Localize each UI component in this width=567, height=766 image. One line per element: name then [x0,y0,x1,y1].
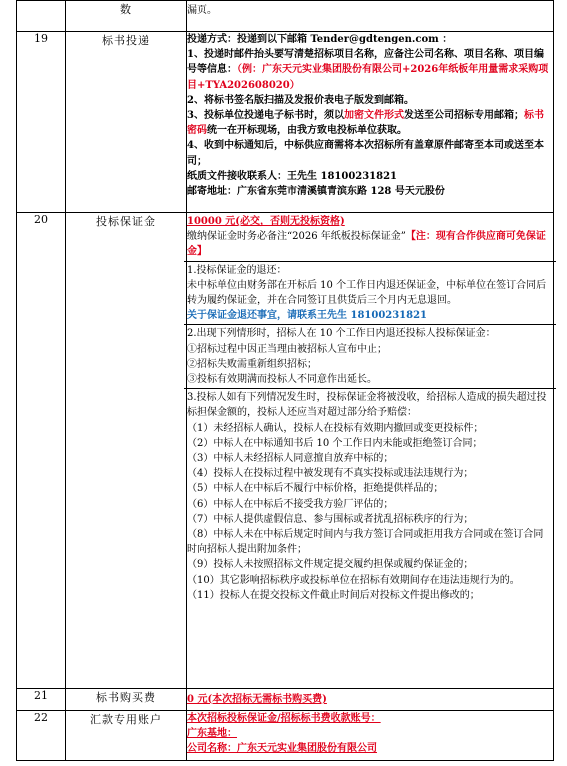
account-base: 广东基地： [187,728,237,740]
deposit-exemption: 【注：现有合作供应商可免保证金】 [187,231,546,258]
item-label: 标书投递 [102,34,150,47]
list-item: （2）中标人在中标通知书后 10 个工作日内未能或拒绝签订合同； [187,437,483,449]
row-number: 21 [34,689,48,702]
item-label-cell [66,711,187,761]
content-text: 漏页。 [187,5,217,16]
return-title: 2.出现下列情形时，招标人在 10 个工作日内退还投标人投标保证金： [187,328,496,340]
row-number-cell [17,32,66,213]
submission-rule-4: 4、收到中标通知后，中标供应商需将本次招标所有盖章原件邮寄至本司或送至本司； [187,140,544,167]
table-row-19 [17,32,554,213]
account-heading: 本次招标投标保证金/招标标书费收款账号： [187,713,381,724]
item-label: 投标保证金 [96,215,156,228]
row-number-cell [17,711,66,761]
rule-1-text: 1、投递时邮件抬头要写清楚招标项目名称，应备注公司名称、项目名称、项目编号等信息： [187,49,544,76]
rule-3-text-a: 3、投标单位投递电子标书时，须以 [187,110,344,122]
item-label-cell [66,1,187,32]
rule-1-example: （例：广东天元实业集团股份有限公司+2026年纸板年用量需求采购项目+TYA202608020） [187,64,549,91]
list-item: （4）投标人在投标过程中被发现有不真实投标或违法违规行为； [187,468,474,480]
item-label: 数 [120,3,132,16]
list-item: ②招标失败需重新组织招标； [187,358,317,370]
item-label: 汇款专用账户 [90,713,162,726]
list-item: （1）未经招标人确认，投标人在投标有效期内撤回或变更投标件； [187,422,484,434]
list-item: （3）中标人未经招标人同意擅自放弃中标的； [187,453,394,465]
deposit-amount-section [184,213,556,262]
item-label: 标书购买费 [96,691,156,704]
content-cell [187,1,554,32]
content-cell [187,213,554,689]
refund-text: 未中标单位由财务部在开标后 10 个工作日内退还保证金，中标单位在签订合同后转为履约保证金，并在合同签订且供货后三个月内无息退回。 [187,279,547,307]
content-cell [187,689,554,711]
row-number: 22 [34,711,48,724]
forfeit-title: 3.投标人如有下列情况发生时，投标保证金将被没收，给招标人造成的损失超过投标担保金额的，投标人还应当对超过部分给予赔偿： [187,392,547,419]
deposit-return-section [184,325,556,389]
row-number-cell [17,689,66,711]
deposit-forfeit-section [184,389,556,604]
list-item: （11）投标人在提交投标文件截止时间后对投标文件提出修改的； [187,589,480,601]
table-row-top [17,1,554,32]
list-item: ①招标过程中因正当理由被招标人宣布中止； [187,343,387,355]
deposit-note-text: 缴纳保证金时务必备注“2026 年纸板投标保证金” [187,231,406,243]
rule-3-text-c: 统一在开标现场，由我方致电投标单位获取。 [207,125,407,137]
mailing-address: 邮寄地址：广东省东莞市清溪镇青滨东路 128 号天元股份 [187,186,445,198]
list-item: （10）其它影响招标秩序或投标单位在招标有效期间存在违法违规行为的。 [187,574,520,586]
list-item: （9）投标人未按照招标文件规定提交履约担保或履约保证金的； [187,559,474,571]
tender-info-table [16,0,554,761]
submission-rule-3 [187,108,553,138]
submission-rule-1 [187,47,553,93]
deposit-note [187,229,553,259]
row-number-cell [17,1,66,32]
submission-rule-2: 2、将标书签名版扫描及发报价表电子版发到邮箱。 [187,94,414,106]
row-number: 19 [34,32,48,45]
item-label-cell [66,32,187,213]
list-item: （5）中标人在中标后不履行中标价格，拒绝提供样品的； [187,483,444,495]
list-item: （7）中标人提供虚假信息、参与围标或者扰乱招标秩序的行为； [187,513,474,525]
refund-contact: 关于保证金退还事宜，请联系王先生 18100231821 [187,310,428,322]
rule-3-password: 标书密码 [187,110,544,137]
submission-method: 投递方式：投递到以下邮箱 Tender@gdtengen.com ： [187,34,453,45]
row-number: 20 [34,213,48,226]
table-row-21 [17,689,554,711]
list-item: （8）中标人未在中标后规定时间内与我方签订合同或拒用我方合同或在签订合同时向招标人提出附加条件； [187,529,544,556]
content-cell [187,711,554,761]
table-row-22 [17,711,554,761]
table-row-20 [17,213,554,689]
refund-title: 1.投标保证金的退还： [187,264,287,276]
item-label-cell [66,213,187,689]
deposit-amount: 10000 元(必交，否则无投标资格) [187,216,345,227]
account-company-name: 公司名称：广东天元实业集团股份有限公司 [187,743,377,755]
rule-3-text-b: 发送至公司招标专用邮箱； [403,110,524,122]
item-label-cell [66,689,187,711]
list-item: （6）中标人在中标后不接受我方验厂评估的； [187,498,394,510]
deposit-refund-section [184,262,556,326]
list-item: ③投标有效期满而投标人不同意作出延长。 [187,374,377,386]
rule-3-encrypted: 加密文件形式 [343,110,404,122]
row-number-cell [17,213,66,689]
tender-doc-fee: 0 元(本次招标无需标书购买费) [187,693,327,705]
content-cell [187,32,554,213]
paper-contact: 纸质文件接收联系人：王先生 18100231821 [187,170,398,182]
